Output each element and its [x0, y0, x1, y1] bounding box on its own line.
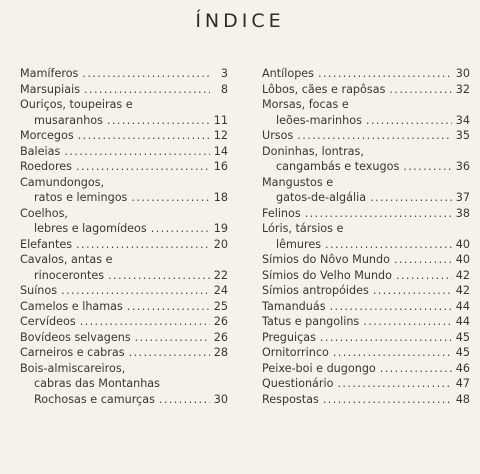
index-entry-line	[20, 268, 228, 284]
index-entry-line	[262, 206, 470, 222]
index-entry-line	[20, 392, 228, 408]
index-entry-line	[20, 66, 228, 82]
entry-title: Rochosas e camurças	[34, 392, 155, 406]
index-entry-line	[262, 314, 470, 330]
entry-title: Morsas, focas e	[262, 98, 349, 111]
index-entry-line	[262, 175, 470, 191]
index-entry-line	[262, 113, 470, 129]
page-number: 38	[455, 206, 470, 220]
page-number: 47	[455, 377, 470, 390]
page-number: 40	[455, 253, 470, 266]
dot-leader	[61, 283, 210, 299]
page-number: 35	[455, 129, 470, 142]
page-number: 34	[455, 113, 470, 127]
index-entry	[262, 283, 470, 299]
index-entry-line	[262, 66, 470, 82]
page-number: 46	[455, 361, 470, 375]
entry-title: Camelos e lhamas	[20, 299, 123, 313]
dot-leader	[305, 206, 452, 222]
entry-title: Ornitorrinco	[262, 346, 329, 359]
dot-leader	[108, 268, 210, 284]
page-number: 25	[213, 299, 228, 313]
entry-title: Antílopes	[262, 67, 315, 80]
entry-title: Mamíferos	[20, 67, 79, 80]
index-entry	[20, 175, 228, 206]
page-number: 32	[455, 82, 470, 96]
index-entry	[20, 144, 228, 160]
entry-title: Ursos	[262, 129, 294, 142]
dot-leader	[129, 345, 210, 361]
index-entry-line	[20, 376, 228, 392]
entry-title: Roedores	[20, 160, 73, 173]
index-entry-line	[262, 283, 470, 299]
index-entry-line	[262, 299, 470, 315]
page-number: 19	[213, 222, 228, 235]
dot-leader	[127, 299, 210, 315]
dot-leader	[76, 237, 210, 253]
index-entry	[262, 82, 470, 98]
index-entry-line	[20, 206, 228, 222]
page-number: 3	[220, 67, 228, 80]
page-number: 42	[455, 268, 470, 282]
entry-title: leões-marinhos	[276, 113, 362, 127]
page-number: 22	[213, 268, 228, 282]
index-entry	[20, 82, 228, 98]
page-number: 44	[455, 315, 470, 328]
index-entry-line	[262, 221, 470, 237]
page-number: 30	[455, 67, 470, 80]
index-entry-line	[20, 113, 228, 129]
index-entry	[20, 252, 228, 283]
index-entry	[20, 159, 228, 175]
entry-title: Baleias	[20, 144, 61, 158]
entry-title: lêmures	[276, 237, 322, 251]
page-number: 26	[213, 330, 228, 344]
entry-title: Felinos	[262, 206, 301, 220]
entry-title: musaranhos	[34, 113, 103, 127]
index-entry	[262, 392, 470, 408]
dot-leader	[333, 345, 452, 361]
dot-leader	[135, 330, 210, 346]
dot-leader	[330, 299, 452, 315]
index-entry-line	[20, 314, 228, 330]
entry-title: Bovídeos selvagens	[20, 330, 131, 344]
dot-leader	[337, 376, 452, 392]
index-entry	[262, 268, 470, 284]
dot-leader	[151, 221, 210, 237]
entry-title: gatos-de-algália	[276, 191, 367, 204]
index-entry	[20, 330, 228, 346]
index-entry	[262, 175, 470, 206]
dot-leader	[323, 392, 452, 408]
entry-title: Questionário	[262, 377, 334, 390]
page-number: 36	[455, 160, 470, 173]
index-entry-line	[262, 361, 470, 377]
entry-title: cangambás e texugos	[276, 160, 400, 173]
entry-title: Lôbos, cães e rapôsas	[262, 82, 386, 96]
index-entry-line	[262, 376, 470, 392]
index-entry	[262, 361, 470, 377]
entry-title: Lóris, társios e	[262, 222, 344, 235]
page-number: 11	[213, 113, 228, 127]
index-column-left	[20, 66, 228, 407]
index-entry-line	[262, 97, 470, 113]
page-number: 28	[213, 346, 228, 359]
index-entry	[262, 330, 470, 346]
dot-leader	[370, 190, 452, 206]
entry-title: Doninhas, lontras,	[262, 144, 364, 158]
page-title: ÍNDICE	[195, 10, 285, 32]
page-number: 48	[455, 392, 470, 406]
index-entry	[262, 97, 470, 128]
entry-title: Tamanduás	[262, 299, 326, 313]
page-number: 45	[455, 346, 470, 359]
entry-title: Cervídeos	[20, 315, 76, 328]
page-number: 30	[213, 392, 228, 406]
index-entry	[20, 128, 228, 144]
entry-title: Preguiças	[262, 330, 316, 344]
page-number: 18	[213, 191, 228, 204]
index-entry-line	[262, 159, 470, 175]
index-entry	[20, 361, 228, 408]
index-entry-line	[20, 252, 228, 268]
entry-title: Cavalos, antas e	[20, 253, 113, 266]
index-entry-line	[20, 128, 228, 144]
dot-leader	[318, 66, 452, 82]
index-entry-line	[262, 330, 470, 346]
dot-leader	[84, 82, 210, 98]
dot-leader	[82, 66, 210, 82]
entry-title: Elefantes	[20, 237, 73, 251]
dot-leader	[380, 361, 452, 377]
index-entry	[20, 283, 228, 299]
index-entry	[262, 376, 470, 392]
index-entry-line	[262, 252, 470, 268]
index-entry-line	[20, 175, 228, 191]
entry-title: Camundongos,	[20, 175, 105, 189]
index-entry	[262, 345, 470, 361]
page-number: 20	[213, 237, 228, 251]
index-entry-line	[262, 392, 470, 408]
index-entry-line	[20, 82, 228, 98]
index-entry-line	[262, 128, 470, 144]
page-number: 44	[455, 299, 470, 313]
entry-title: Ouriços, toupeiras e	[20, 98, 133, 111]
index-entry	[20, 299, 228, 315]
page-number: 37	[455, 191, 470, 204]
dot-leader	[396, 268, 452, 284]
index-entry-line	[20, 190, 228, 206]
entry-title: Bois-almiscareiros,	[20, 361, 126, 375]
index-entry-line	[20, 159, 228, 175]
entry-title: Marsupiais	[20, 82, 81, 96]
entry-title: Símios do Nôvo Mundo	[262, 253, 390, 266]
index-entry-line	[20, 345, 228, 361]
index-entry-line	[20, 283, 228, 299]
index-entry	[262, 314, 470, 330]
index-entry-line	[20, 144, 228, 160]
page-number: 26	[213, 315, 228, 328]
dot-leader	[325, 237, 452, 253]
entry-title: Símios antropóides	[262, 284, 369, 297]
entry-title: Suínos	[20, 284, 58, 297]
dot-leader	[366, 113, 452, 129]
entry-title: cabras das Montanhas	[34, 377, 160, 390]
entry-title: Morcegos	[20, 129, 74, 142]
entry-title: lebres e lagomídeos	[34, 222, 147, 235]
index-entry	[20, 66, 228, 82]
entry-title: Respostas	[262, 392, 319, 406]
index-entry-line	[20, 221, 228, 237]
page-number: 8	[220, 82, 228, 96]
index-entry	[20, 97, 228, 128]
index-entry-line	[20, 361, 228, 377]
dot-leader	[403, 159, 452, 175]
page-number: 14	[213, 144, 228, 158]
entry-title: Carneiros e cabras	[20, 346, 125, 359]
dot-leader	[64, 144, 210, 160]
dot-leader	[320, 330, 452, 346]
index-entry-line	[262, 345, 470, 361]
index-entry-line	[262, 237, 470, 253]
dot-leader	[107, 113, 210, 129]
entry-title: rinocerontes	[34, 268, 105, 282]
index-entry-line	[262, 144, 470, 160]
dot-leader	[394, 252, 452, 268]
entry-title: Tatus e pangolins	[262, 315, 360, 328]
index-entry	[20, 237, 228, 253]
dot-leader	[389, 82, 452, 98]
index-entry-line	[20, 299, 228, 315]
dot-leader	[373, 283, 452, 299]
entry-title: Mangustos e	[262, 175, 334, 189]
page-number: 45	[455, 330, 470, 344]
index-entry	[20, 345, 228, 361]
index-entry	[262, 144, 470, 175]
entry-title: Peixe-boi e dugongo	[262, 361, 376, 375]
dot-leader	[78, 128, 210, 144]
entry-title: Símios do Velho Mundo	[262, 268, 392, 282]
page-number: 42	[455, 284, 470, 297]
page-number: 40	[455, 237, 470, 251]
index-entry-line	[20, 237, 228, 253]
dot-leader	[297, 128, 452, 144]
dot-leader	[159, 392, 210, 408]
index-entry-line	[262, 82, 470, 98]
dot-leader	[80, 314, 210, 330]
dot-leader	[76, 159, 210, 175]
entry-title: ratos e lemingos	[34, 191, 128, 204]
index-entry-line	[20, 330, 228, 346]
index-entry	[262, 221, 470, 252]
index-entry-line	[262, 190, 470, 206]
page-number: 24	[213, 284, 228, 297]
index-entry-line	[262, 268, 470, 284]
index-entry	[262, 66, 470, 82]
index-entry	[20, 314, 228, 330]
index-entry	[262, 252, 470, 268]
index-entry	[262, 299, 470, 315]
dot-leader	[131, 190, 210, 206]
index-entry-line	[20, 97, 228, 113]
index-entry	[20, 206, 228, 237]
index-column-right	[262, 66, 470, 407]
index-entry	[262, 206, 470, 222]
page-number: 16	[213, 160, 228, 173]
entry-title: Coelhos,	[20, 206, 68, 220]
page-number: 12	[213, 129, 228, 142]
index-entry	[262, 128, 470, 144]
dot-leader	[363, 314, 452, 330]
